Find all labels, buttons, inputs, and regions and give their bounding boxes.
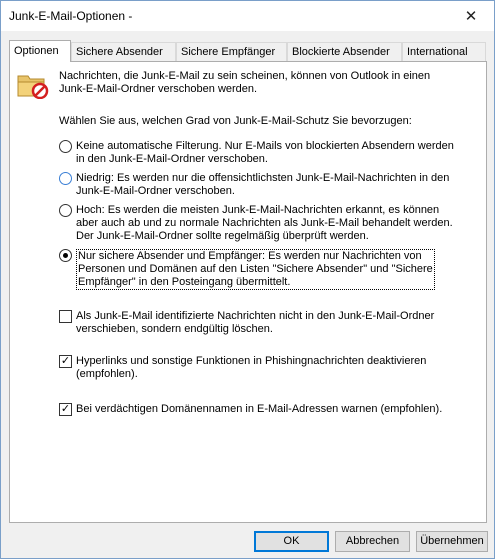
radio-button[interactable] — [59, 249, 72, 262]
label-line: (empfohlen). — [76, 368, 138, 380]
label-line: Hoch: Es werden die meisten Junk-E-Mail-Nachrichten erkannt, es können — [76, 204, 440, 216]
window-title: Junk-E-Mail-Optionen - — [9, 9, 133, 23]
label-line: Bei verdächtigen Domänennamen in E-Mail-Adressen warnen (empfohlen). — [76, 403, 443, 415]
protection-prompt: Wählen Sie aus, welchen Grad von Junk-E-Mail-Schutz Sie bevorzugen: — [59, 115, 412, 127]
intro-line: Nachrichten, die Junk-E-Mail zu sein scheinen, können von Outlook in einen — [59, 70, 431, 82]
apply-button[interactable]: Übernehmen — [416, 531, 488, 552]
checkbox-label — [76, 355, 426, 381]
radio-label — [76, 204, 453, 243]
label-line: Empfänger" in den Posteingang übermittelt. — [78, 276, 291, 288]
label-line: Personen und Domänen auf den Listen "Sichere Absender" und "Sichere — [78, 263, 433, 275]
label-line: Als Junk-E-Mail identifizierte Nachrichten nicht in den Junk-E-Mail-Ordner — [76, 310, 435, 322]
checkbox[interactable] — [59, 403, 72, 416]
intro-line: Junk-E-Mail-Ordner verschoben werden. — [59, 83, 258, 95]
label-line: Nur sichere Absender und Empfänger: Es werden nur Nachrichten von — [78, 250, 422, 262]
radio-label — [76, 140, 454, 166]
radio-label — [76, 172, 449, 198]
checkbox[interactable] — [59, 310, 72, 323]
label-line: Keine automatische Filterung. Nur E-Mails von blockierten Absendern werden — [76, 140, 454, 152]
cancel-button[interactable]: Abbrechen — [335, 531, 410, 552]
tab-sichere-empfaenger[interactable] — [176, 42, 287, 61]
radio-button[interactable] — [59, 204, 72, 217]
tab-optionen[interactable] — [9, 40, 71, 62]
tab-sichere-absender[interactable] — [71, 42, 176, 61]
radio-label — [76, 249, 435, 290]
check-icon: ✓ — [60, 355, 71, 367]
radio-button[interactable] — [59, 140, 72, 153]
title-bar — [1, 1, 494, 31]
label-line: Niedrig: Es werden nur die offensichtlichsten Junk-E-Mail-Nachrichten in den — [76, 172, 450, 184]
intro-text — [59, 70, 430, 96]
label-line: Der Junk-E-Mail-Ordner sollte regelmäßig überprüft werden. — [76, 230, 369, 242]
close-button[interactable] — [452, 1, 490, 31]
tab-label: Sichere Absender — [76, 46, 163, 58]
tab-label: Optionen — [14, 45, 59, 57]
check-icon: ✓ — [60, 403, 71, 415]
ok-button[interactable]: OK — [254, 531, 329, 552]
label-line: aber auch ab und zu normale Nachrichten als Junk-E-Mail behandelt werden. — [76, 217, 453, 229]
junk-folder-icon — [17, 71, 49, 99]
tab-label: International — [407, 46, 468, 58]
checkbox-label — [76, 310, 434, 336]
options-panel — [9, 61, 487, 523]
tab-label: Sichere Empfänger — [181, 46, 276, 58]
tab-international[interactable] — [402, 42, 486, 61]
radio-button[interactable] — [59, 172, 72, 185]
tab-label: Blockierte Absender — [292, 46, 390, 58]
checkbox[interactable] — [59, 355, 72, 368]
label-line: in den Junk-E-Mail-Ordner verschoben. — [76, 153, 268, 165]
label-line: verschieben, sondern endgültig löschen. — [76, 323, 273, 335]
close-icon: ✕ — [464, 8, 478, 25]
checkbox-label — [76, 403, 442, 416]
tab-blockierte-absender[interactable] — [287, 42, 402, 61]
label-line: Hyperlinks und sonstige Funktionen in Phishingnachrichten deaktivieren — [76, 355, 427, 367]
label-line: Junk-E-Mail-Ordner verschoben. — [76, 185, 235, 197]
